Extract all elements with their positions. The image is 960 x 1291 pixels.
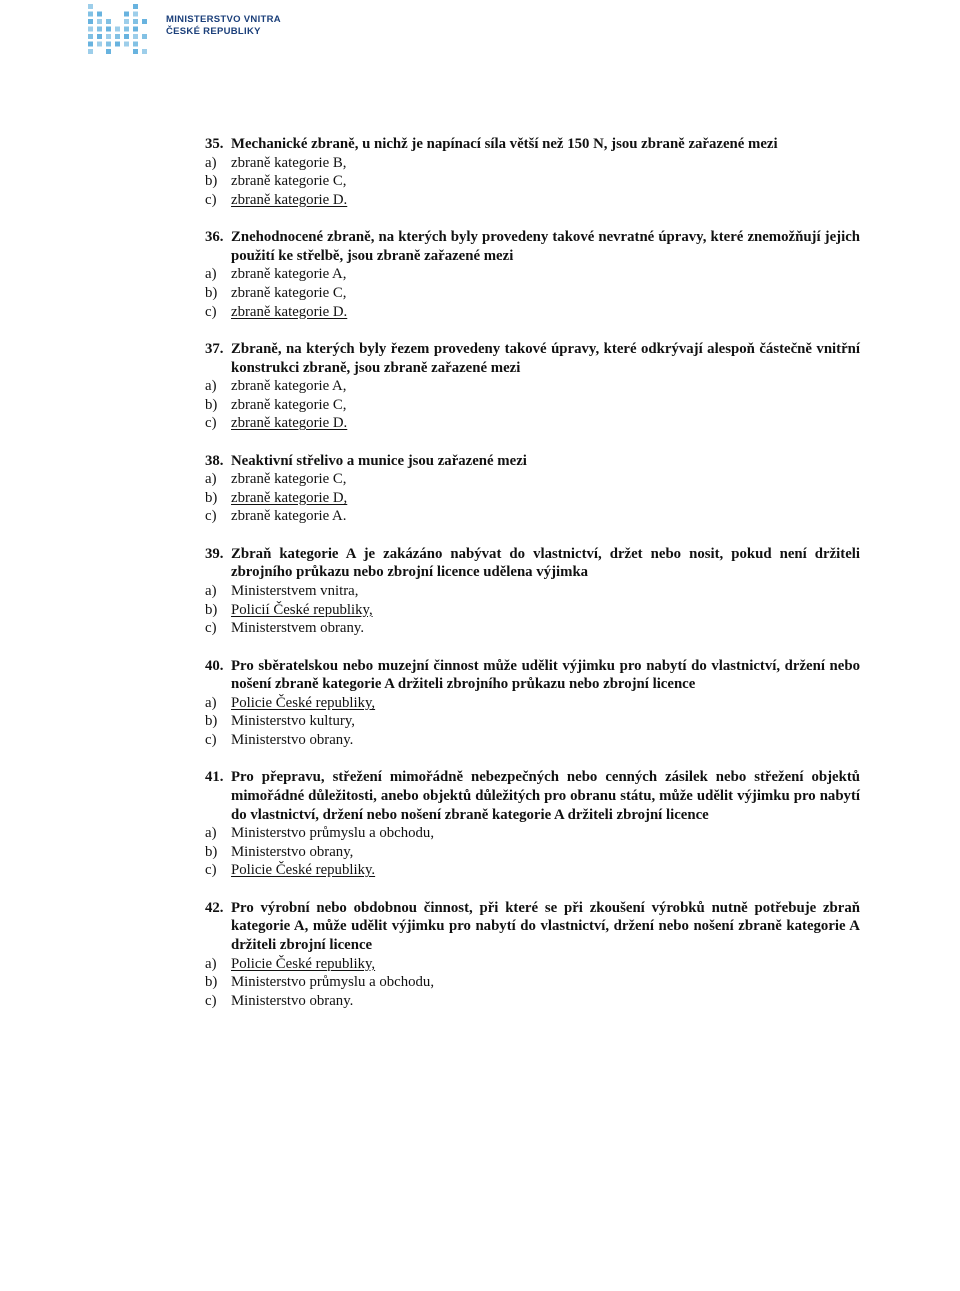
- question-number: 38.: [205, 452, 224, 469]
- correct-answer-text: zbraně kategorie D,: [231, 489, 348, 506]
- logo-dot: [133, 49, 138, 54]
- answer-option: [205, 731, 860, 750]
- answer-letter: c): [205, 732, 217, 749]
- answer-option: [205, 843, 860, 862]
- answer-text: zbraně kategorie C,: [231, 173, 347, 190]
- question-number: 42.: [205, 899, 224, 916]
- logo-dot: [88, 4, 93, 9]
- answer-letter: b): [205, 843, 218, 860]
- correct-answer-text: zbraně kategorie D.: [231, 191, 348, 208]
- question-number: 39.: [205, 545, 224, 562]
- answer-text: Ministerstvo obrany.: [231, 732, 354, 749]
- correct-answer-text: Policie České republiky.: [231, 862, 376, 879]
- logo-dot: [124, 19, 129, 24]
- answer-option: [205, 191, 860, 210]
- logo-dot: [142, 49, 147, 54]
- question-text: Neaktivní střelivo a munice jsou zařazené mezi: [231, 452, 527, 469]
- logo-dot: [133, 12, 138, 17]
- question-38: [205, 452, 860, 526]
- answer-letter: b): [205, 489, 218, 506]
- logo-dot: [124, 12, 129, 17]
- answer-option: [205, 992, 860, 1011]
- logo-dot: [106, 34, 111, 39]
- question-number: 40.: [205, 657, 224, 674]
- logo-dot: [124, 27, 129, 32]
- answer-text: Ministerstvo průmyslu a obchodu,: [231, 825, 435, 842]
- logo-dot: [133, 19, 138, 24]
- answer-text: Ministerstvo obrany.: [231, 992, 354, 1009]
- ministry-name-line-2: ČESKÉ REPUBLIKY: [166, 26, 261, 37]
- answer-letter: a): [205, 154, 217, 171]
- answer-option: [205, 582, 860, 601]
- answer-text: zbraně kategorie C,: [231, 284, 347, 301]
- answer-option: [205, 601, 860, 620]
- answer-option: [205, 712, 860, 731]
- answer-text: Ministerstvem vnitra,: [231, 583, 359, 600]
- logo-dot: [115, 34, 120, 39]
- question-37: [205, 340, 860, 433]
- answer-letter: b): [205, 974, 218, 991]
- question-42: [205, 899, 860, 1011]
- question-number: 37.: [205, 340, 224, 357]
- answer-text: Ministerstvo průmyslu a obchodu,: [231, 974, 435, 991]
- question-text: Pro sběratelskou nebo muzejní činnost může udělit výjimku pro nabytí do vlastnictví, držení nebo nošení zbraně kategorie A držiteli zbrojního průkazu nebo zbrojní licence: [231, 657, 860, 693]
- correct-answer-text: Policií České republiky,: [231, 601, 373, 618]
- answer-letter: b): [205, 396, 218, 413]
- answer-option: [205, 470, 860, 489]
- answer-letter: a): [205, 471, 217, 488]
- answer-text: Ministerstvo obrany,: [231, 843, 354, 860]
- logo-dot: [115, 27, 120, 32]
- question-text: Zbraň kategorie A je zakázáno nabývat do vlastnictví, držet nebo nosit, pokud není držiteli zbrojního průkazu nebo zbrojní licence udělena výjimka: [231, 545, 860, 581]
- answer-option: [205, 861, 860, 880]
- logo-dot: [88, 19, 93, 24]
- question-39: [205, 545, 860, 638]
- logo-dot: [88, 34, 93, 39]
- answer-option: [205, 619, 860, 638]
- logo-dot: [88, 27, 93, 32]
- answer-letter: a): [205, 825, 217, 842]
- question-41: [205, 768, 860, 880]
- answer-option: [205, 507, 860, 526]
- answer-option: [205, 489, 860, 508]
- logo-dot: [106, 27, 111, 32]
- answer-option: [205, 824, 860, 843]
- correct-answer-text: Policie České republiky,: [231, 694, 376, 711]
- answer-option: [205, 694, 860, 713]
- answer-text: zbraně kategorie B,: [231, 154, 347, 171]
- logo-dot: [133, 27, 138, 32]
- answer-option: [205, 396, 860, 415]
- answer-option: [205, 172, 860, 191]
- question-40: [205, 657, 860, 750]
- answer-option: [205, 377, 860, 396]
- logo-dot: [133, 4, 138, 9]
- question-text: Pro výrobní nebo obdobnou činnost, při které se při zkoušení výrobků nutně potřebuje zbraň kategorie A, může udělit výjimku pro nabytí do vlastnictví, držení nebo nošení zbraně kategorie A držiteli zbrojní licence: [231, 899, 860, 953]
- question-text: Mechanické zbraně, u nichž je napínací síla větší než 150 N, jsou zbraně zařazené mezi: [231, 136, 778, 152]
- ministry-name: [166, 14, 281, 38]
- answer-text: zbraně kategorie C,: [231, 471, 347, 488]
- question-36: [205, 228, 860, 321]
- answer-option: [205, 284, 860, 303]
- logo-dot: [88, 42, 93, 47]
- logo-dot: [106, 42, 111, 47]
- question-number: 35.: [205, 136, 224, 152]
- logo-dot: [106, 49, 111, 54]
- correct-answer-text: Policie České republiky,: [231, 955, 376, 972]
- answer-text: Ministerstvem obrany.: [231, 620, 365, 637]
- answer-text: zbraně kategorie A,: [231, 378, 347, 395]
- answer-text: zbraně kategorie A,: [231, 266, 347, 283]
- answer-letter: c): [205, 415, 217, 432]
- answer-option: [205, 955, 860, 974]
- answer-letter: a): [205, 378, 217, 395]
- logo-dot: [142, 19, 147, 24]
- logo-dot: [88, 49, 93, 54]
- answer-letter: a): [205, 694, 217, 711]
- answer-letter: b): [205, 601, 218, 618]
- correct-answer-text: zbraně kategorie D.: [231, 415, 348, 432]
- answer-text: zbraně kategorie A.: [231, 508, 347, 525]
- answer-option: [205, 973, 860, 992]
- ministry-name-line-1: MINISTERSTVO VNITRA: [166, 14, 281, 25]
- logo-dot: [97, 19, 102, 24]
- answer-letter: b): [205, 284, 218, 301]
- answer-text: Ministerstvo kultury,: [231, 713, 355, 730]
- answer-letter: c): [205, 862, 217, 879]
- question-number: 41.: [205, 769, 224, 786]
- answer-option: [205, 414, 860, 433]
- answer-option: [205, 303, 860, 322]
- logo-dot: [88, 12, 93, 17]
- answer-letter: a): [205, 583, 217, 600]
- question-35: [205, 135, 860, 209]
- ministry-logo: [86, 2, 286, 60]
- correct-answer-text: zbraně kategorie D.: [231, 303, 348, 320]
- question-text: Znehodnocené zbraně, na kterých byly provedeny takové nevratné úpravy, které znemožňují jejich použití ke střelbě, jsou zbraně zařazené mezi: [231, 229, 860, 264]
- logo-dot: [97, 12, 102, 17]
- question-text: Pro přepravu, střežení mimořádně nebezpečných nebo cenných zásilek nebo střežení objektů mimořádné důležitosti, anebo objektů důležitých pro obranu státu, může udělit výjimku pro nabytí do vlastnictví, držení nebo nošení zbraně kategorie A držiteli zbrojní licence: [231, 769, 860, 823]
- logo-dot: [124, 34, 129, 39]
- answer-option: [205, 154, 860, 173]
- question-list: [205, 135, 860, 1029]
- logo-dot: [97, 42, 102, 47]
- logo-dot: [142, 34, 147, 39]
- logo-dot: [115, 42, 120, 47]
- answer-letter: c): [205, 191, 217, 208]
- question-text: Zbraně, na kterých byly řezem provedeny takové úpravy, které odkrývají alespoň částečně vnitřní konstrukci zbraně, jsou zbraně zařazené mezi: [231, 340, 860, 376]
- answer-letter: b): [205, 173, 218, 190]
- logo-dot: [97, 34, 102, 39]
- question-number: 36.: [205, 229, 224, 246]
- logo-dot: [124, 42, 129, 47]
- ministry-dot-grid-logo-icon: [86, 2, 166, 60]
- answer-letter: c): [205, 303, 217, 320]
- answer-letter: a): [205, 266, 217, 283]
- logo-dot: [133, 42, 138, 47]
- answer-letter: b): [205, 713, 218, 730]
- logo-dot: [97, 27, 102, 32]
- answer-option: [205, 265, 860, 284]
- logo-dot: [133, 34, 138, 39]
- answer-letter: c): [205, 992, 217, 1009]
- answer-letter: a): [205, 955, 217, 972]
- answer-letter: c): [205, 620, 217, 637]
- answer-letter: c): [205, 508, 217, 525]
- answer-text: zbraně kategorie C,: [231, 396, 347, 413]
- logo-dot: [106, 19, 111, 24]
